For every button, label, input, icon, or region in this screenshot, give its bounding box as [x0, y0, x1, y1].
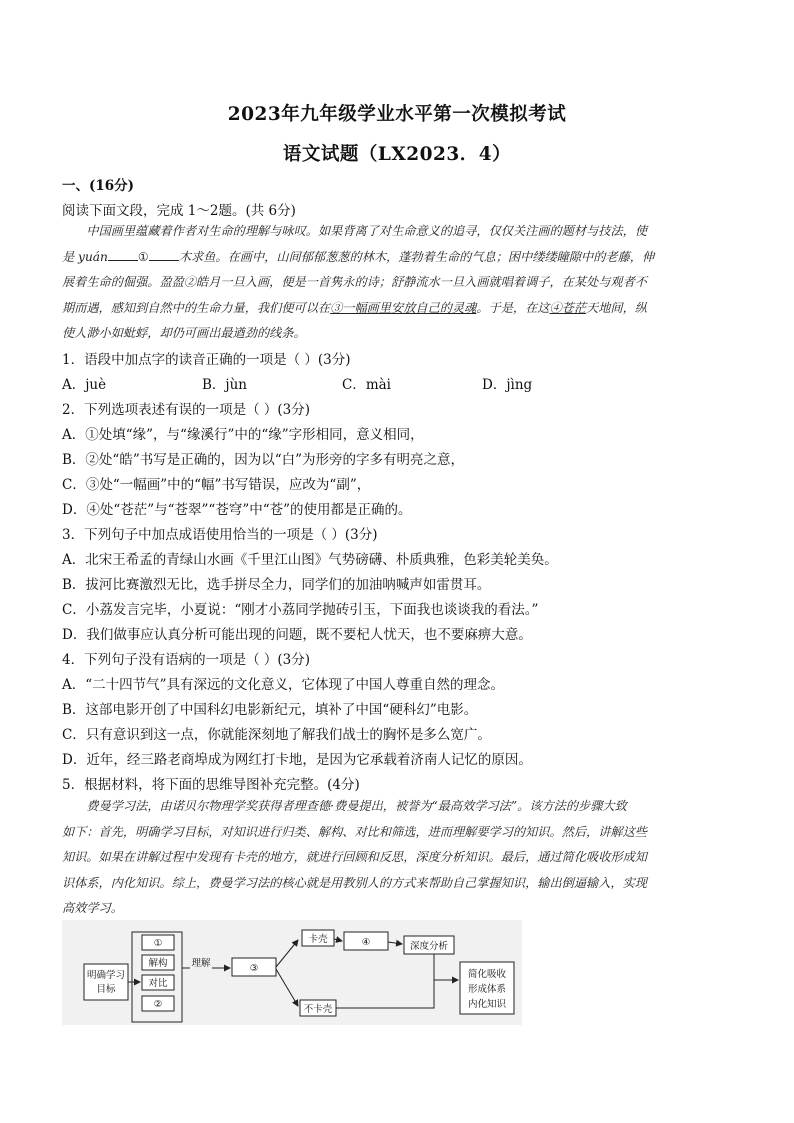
- step-4-label: ④: [361, 937, 371, 948]
- passage-1-line: 使人渺小如蚍蜉，却仍可画出最遒劲的线条。: [62, 326, 306, 340]
- deep-analysis-label: 深度分析: [409, 941, 449, 952]
- passage-2-line: 如下：首先，明确学习目标，对知识进行归类、解构、对比和筛选，进而理解要学习的知识。然后，讲解这些: [62, 824, 647, 839]
- question-5: 5．根据材料，将下面的思维导图补充完整。(4分): [62, 777, 360, 793]
- underlined-phrase: ③一幅画里安放自己的灵魂: [330, 300, 477, 315]
- understand-label: 理解: [191, 958, 211, 969]
- option-b: B．这部电影开创了中国科幻电影新纪元，填补了中国“硬科幻”电影。: [62, 702, 478, 718]
- fill-blank: [149, 248, 179, 261]
- question-1-options: [62, 373, 532, 393]
- option-c: C．mài: [342, 377, 391, 393]
- option-c: C．③处“一幅画”中的“幅”书写错误，应改为“副”，: [62, 477, 371, 493]
- question-3: 3．下列句子中加点成语使用恰当的一项是（ ）(3分): [62, 527, 378, 543]
- step-2-label: ②: [153, 999, 163, 1010]
- option-b: B．拔河比赛激烈无比，选手拼尽全力，同学们的加油呐喊声如雷贯耳。: [62, 577, 491, 593]
- passage-1-line: 是 yuán ① 木求鱼。在画中，山间郁郁葱葱的林木，蓬勃着生命的气息；困中缕缕瞳隙中的老藤，伸: [62, 249, 655, 264]
- passage-1-line: 中国画里蕴藏着作者对生命的理解与咏叹。如果背离了对生命意义的追寻，仅仅关注画的题材与技法，使: [86, 224, 648, 238]
- passage-1-line: 期而遇，感知到自然中的生命力量，我们便可以在③一幅画里安放自己的灵魂。于是，在这④苍茫天地间，纵: [62, 300, 647, 315]
- option-a: A．“二十四节气”具有深远的文化意义，它体现了中国人尊重自然的理念。: [62, 677, 505, 693]
- stuck-label: 卡壳: [308, 934, 328, 945]
- passage-2: [62, 794, 730, 922]
- mind-map-svg: [62, 920, 522, 1025]
- passage-1-line: 展着生命的倔强。盈盈②皓月一旦入画，便是一首隽永的诗；舒静流水一旦入画就唱着调子，在某处与观者不: [62, 275, 647, 289]
- passage-2-line: 费曼学习法，由诺贝尔物理学奖获得者理查德·费曼提出，被誉为“最高效学习法”。该方法的步骤大致: [86, 799, 627, 813]
- section-heading: 一、(16分): [62, 178, 135, 194]
- option-d: D．我们做事应认真分析可能出现的问题，既不要杞人忧天，也不要麻痹大意。: [62, 627, 532, 643]
- exam-title: 2023年九年级学业水平第一次模拟考试: [227, 104, 567, 125]
- passage-1: [62, 219, 730, 347]
- final-label-1: 简化吸收: [467, 969, 507, 980]
- option-c: C．小荔发言完毕，小夏说：“刚才小荔同学抛砖引玉，下面我也谈谈我的看法。”: [62, 602, 539, 618]
- option-a: A．北宋王希孟的青绿山水画《千里江山图》气势磅礴、朴质典雅，色彩美轮美奂。: [62, 552, 558, 568]
- option-d: D．jìng: [482, 377, 533, 393]
- final-label-2: 形成体系: [467, 984, 507, 995]
- compare-label: 对比: [148, 978, 168, 989]
- deconstruct-label: 解构: [148, 958, 168, 969]
- question-1: 1．语段中加点字的读音正确的一项是（ ）(3分): [62, 352, 351, 368]
- step-3-label: ③: [249, 963, 259, 974]
- exam-subtitle: 语文试题（LX2023．4）: [282, 144, 512, 165]
- passage-2-line: 识体系，内化知识。综上，费曼学习法的核心就是用教别人的方式来帮助自己掌握知识，输出倒逼输入，实现: [62, 875, 647, 890]
- final-label-3: 内化知识: [467, 999, 507, 1010]
- option-b: B．②处“皓”书写是正确的，因为以“白”为形旁的字多有明亮之意，: [62, 452, 465, 468]
- not-stuck-label: 不卡壳: [303, 1004, 333, 1015]
- option-a: A．①处填“缘”，与“缘溪行”中的“缘”字形相同，意义相同，: [62, 427, 424, 443]
- fill-blank: [108, 248, 138, 261]
- option-c: C．只有意识到这一点，你就能深刻地了解我们战士的胸怀是多么宽广。: [62, 727, 491, 743]
- underlined-word: ④苍茫: [549, 300, 587, 315]
- goal-label-1: 明确学习: [86, 970, 126, 981]
- section-intro: 阅读下面文段，完成 1～2题。(共 6分): [62, 203, 296, 219]
- option-b: B．jùn: [202, 377, 247, 393]
- question-4: 4．下列句子没有语病的一项是（ ）(3分): [62, 652, 311, 668]
- step-1-label: ①: [153, 938, 163, 949]
- option-d: D．近年，经三路老商埠成为网红打卡地，是因为它承载着济南人记忆的原因。: [62, 752, 532, 768]
- option-a: A．juè: [62, 377, 107, 393]
- passage-2-line: 知识。如果在讲解过程中发现有卡壳的地方，就进行回顾和反思，深度分析知识。最后，通过简化吸收形成知: [62, 850, 647, 864]
- option-d: D．④处“苍茫”与“苍翠”“苍穹”中“苍”的使用都是正确的。: [62, 502, 412, 518]
- mind-map-diagram: [62, 920, 522, 1025]
- goal-label-2: 目标: [96, 984, 116, 995]
- passage-2-line: 高效学习。: [62, 901, 123, 915]
- question-2: 2．下列选项表述有误的一项是（ ）(3分): [62, 402, 311, 418]
